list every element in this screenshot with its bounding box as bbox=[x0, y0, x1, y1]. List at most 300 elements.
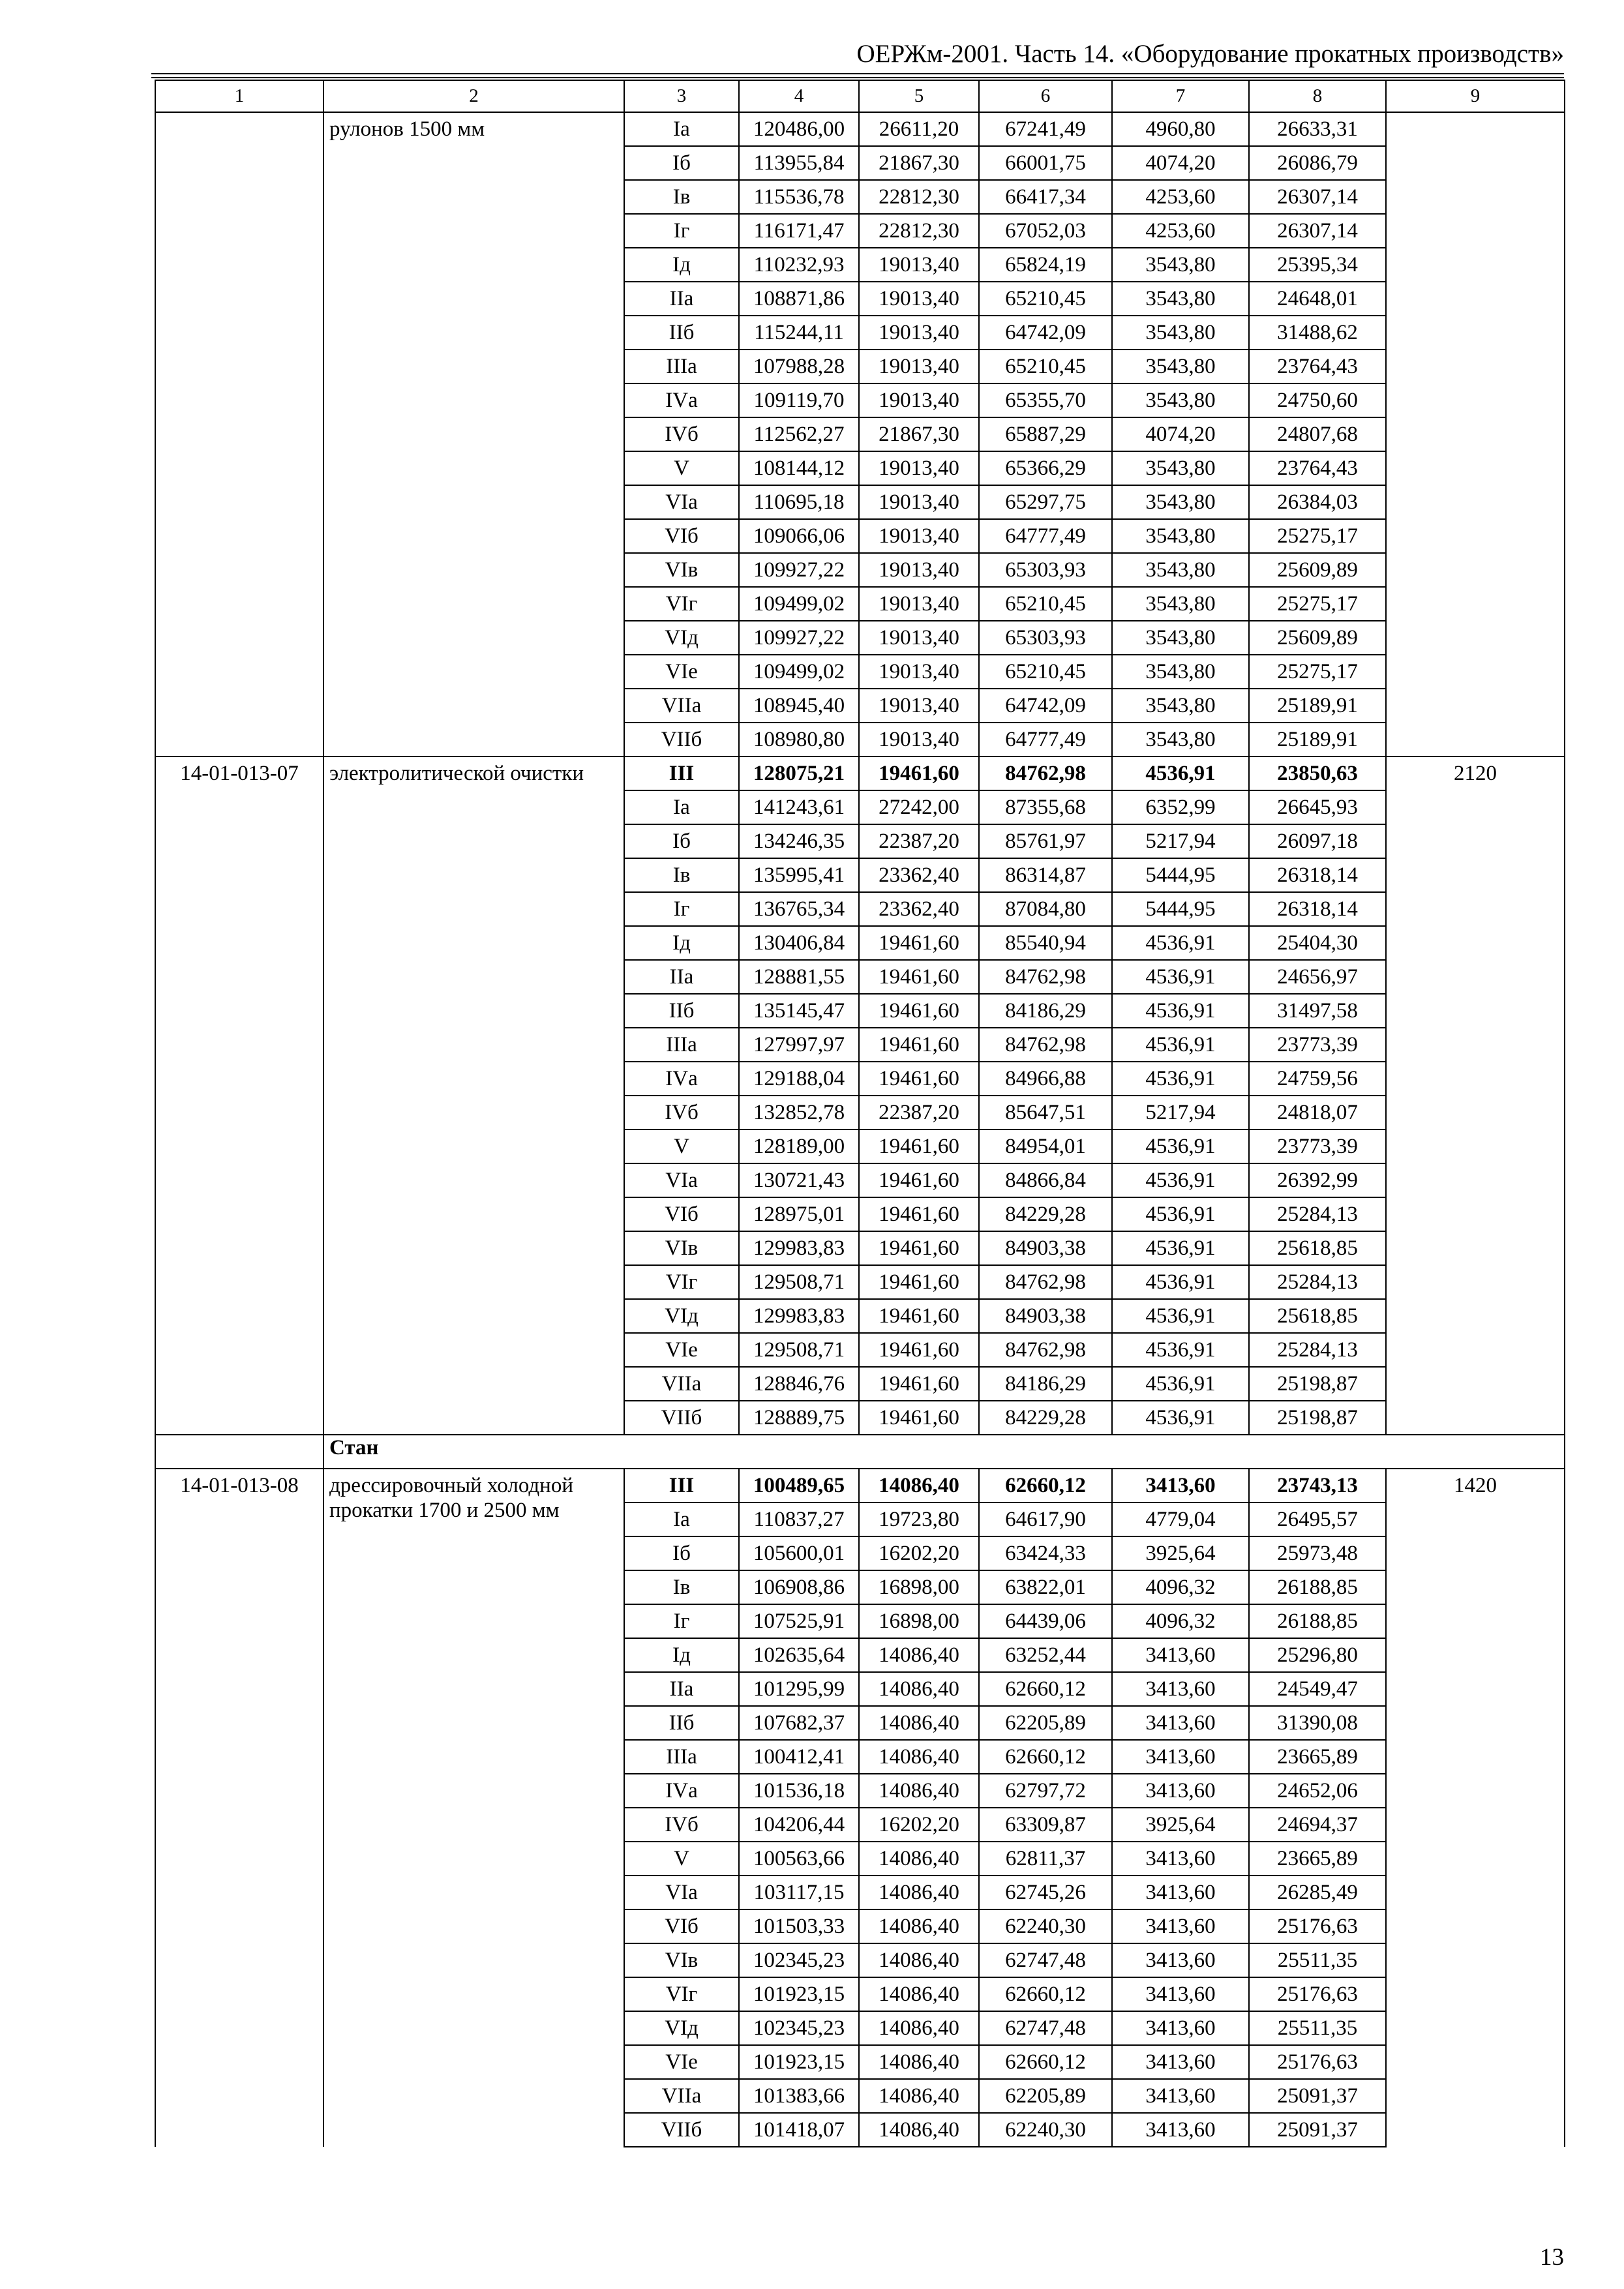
value-cell: 3543,80 bbox=[1112, 689, 1249, 723]
value-cell: 23665,89 bbox=[1249, 1842, 1386, 1876]
value-cell: 65210,45 bbox=[979, 655, 1112, 689]
value-cell: 129508,71 bbox=[739, 1333, 859, 1367]
value-cell: 23773,39 bbox=[1249, 1130, 1386, 1163]
value-cell: 19461,60 bbox=[859, 1163, 979, 1197]
value-cell: 102345,23 bbox=[739, 2011, 859, 2045]
value-cell: 62747,48 bbox=[979, 2011, 1112, 2045]
value-cell: 84186,29 bbox=[979, 994, 1112, 1028]
value-cell: 25091,37 bbox=[1249, 2079, 1386, 2113]
value-cell: 84903,38 bbox=[979, 1231, 1112, 1265]
value-cell: 110232,93 bbox=[739, 248, 859, 282]
value-cell: 4536,91 bbox=[1112, 1367, 1249, 1401]
value-cell: 25176,63 bbox=[1249, 1977, 1386, 2011]
value-cell: 65210,45 bbox=[979, 587, 1112, 621]
value-cell: 25296,80 bbox=[1249, 1638, 1386, 1672]
zone-cell: VIIа bbox=[624, 689, 739, 723]
value-cell: 25284,13 bbox=[1249, 1333, 1386, 1367]
value-cell: 4253,60 bbox=[1112, 214, 1249, 248]
zone-cell: VIIб bbox=[624, 723, 739, 756]
header-rule bbox=[151, 73, 1564, 74]
value-cell: 101923,15 bbox=[739, 1977, 859, 2011]
value-cell: 23764,43 bbox=[1249, 451, 1386, 485]
value-cell: 24549,47 bbox=[1249, 1672, 1386, 1706]
value-cell: 4536,91 bbox=[1112, 1231, 1249, 1265]
value-cell: 19013,40 bbox=[859, 316, 979, 350]
value-cell: 26318,14 bbox=[1249, 858, 1386, 892]
item-extra: 1420 bbox=[1386, 1469, 1565, 2147]
value-cell: 25511,35 bbox=[1249, 1943, 1386, 1977]
value-cell: 22812,30 bbox=[859, 180, 979, 214]
value-cell: 4536,91 bbox=[1112, 1265, 1249, 1299]
value-cell: 4536,91 bbox=[1112, 1130, 1249, 1163]
zone-cell: IVб bbox=[624, 1808, 739, 1842]
value-cell: 25618,85 bbox=[1249, 1231, 1386, 1265]
value-cell: 67241,49 bbox=[979, 112, 1112, 146]
header-rule-2 bbox=[151, 77, 1564, 78]
value-cell: 115244,11 bbox=[739, 316, 859, 350]
value-cell: 85540,94 bbox=[979, 926, 1112, 960]
value-cell: 128889,75 bbox=[739, 1401, 859, 1435]
zone-cell: III bbox=[624, 1469, 739, 1503]
value-cell: 128846,76 bbox=[739, 1367, 859, 1401]
value-cell: 62240,30 bbox=[979, 2113, 1112, 2147]
zone-cell: Iд bbox=[624, 248, 739, 282]
value-cell: 19013,40 bbox=[859, 689, 979, 723]
value-cell: 84903,38 bbox=[979, 1299, 1112, 1333]
value-cell: 3543,80 bbox=[1112, 587, 1249, 621]
zone-cell: V bbox=[624, 1842, 739, 1876]
value-cell: 16202,20 bbox=[859, 1808, 979, 1842]
column-number: 6 bbox=[979, 80, 1112, 112]
value-cell: 62660,12 bbox=[979, 1672, 1112, 1706]
value-cell: 14086,40 bbox=[859, 1469, 979, 1503]
table-row bbox=[155, 756, 1565, 790]
value-cell: 19461,60 bbox=[859, 1367, 979, 1401]
value-cell: 62745,26 bbox=[979, 1876, 1112, 1909]
value-cell: 64742,09 bbox=[979, 689, 1112, 723]
value-cell: 21867,30 bbox=[859, 417, 979, 451]
value-cell: 128189,00 bbox=[739, 1130, 859, 1163]
value-cell: 14086,40 bbox=[859, 2045, 979, 2079]
zone-cell: Iв bbox=[624, 180, 739, 214]
zone-cell: VIб bbox=[624, 1909, 739, 1943]
page-header-title: ОЕРЖм-2001. Часть 14. «Оборудование прокатных производств» bbox=[856, 40, 1564, 68]
value-cell: 129508,71 bbox=[739, 1265, 859, 1299]
value-cell: 85761,97 bbox=[979, 824, 1112, 858]
value-cell: 24656,97 bbox=[1249, 960, 1386, 994]
value-cell: 65824,19 bbox=[979, 248, 1112, 282]
value-cell: 62660,12 bbox=[979, 1469, 1112, 1503]
zone-cell: Iв bbox=[624, 1570, 739, 1604]
value-cell: 3543,80 bbox=[1112, 451, 1249, 485]
zone-cell: VIд bbox=[624, 2011, 739, 2045]
value-cell: 3543,80 bbox=[1112, 485, 1249, 519]
section-title: Стан bbox=[323, 1435, 1565, 1469]
value-cell: 16898,00 bbox=[859, 1604, 979, 1638]
zone-cell: VIе bbox=[624, 2045, 739, 2079]
zone-cell: IIа bbox=[624, 1672, 739, 1706]
value-cell: 23764,43 bbox=[1249, 350, 1386, 383]
zone-cell: VIб bbox=[624, 1197, 739, 1231]
value-cell: 19461,60 bbox=[859, 926, 979, 960]
zone-cell: IIб bbox=[624, 994, 739, 1028]
value-cell: 27242,00 bbox=[859, 790, 979, 824]
zone-cell: VIIа bbox=[624, 1367, 739, 1401]
zone-cell: Iд bbox=[624, 1638, 739, 1672]
value-cell: 64777,49 bbox=[979, 519, 1112, 553]
value-cell: 25404,30 bbox=[1249, 926, 1386, 960]
zone-cell: IIа bbox=[624, 960, 739, 994]
value-cell: 102635,64 bbox=[739, 1638, 859, 1672]
value-cell: 3413,60 bbox=[1112, 2079, 1249, 2113]
value-cell: 14086,40 bbox=[859, 2079, 979, 2113]
value-cell: 135145,47 bbox=[739, 994, 859, 1028]
value-cell: 3543,80 bbox=[1112, 519, 1249, 553]
value-cell: 31497,58 bbox=[1249, 994, 1386, 1028]
value-cell: 63309,87 bbox=[979, 1808, 1112, 1842]
value-cell: 65297,75 bbox=[979, 485, 1112, 519]
value-cell: 22387,20 bbox=[859, 1096, 979, 1130]
zone-cell: IIIа bbox=[624, 1028, 739, 1062]
value-cell: 3543,80 bbox=[1112, 655, 1249, 689]
value-cell: 14086,40 bbox=[859, 1842, 979, 1876]
value-cell: 26384,03 bbox=[1249, 485, 1386, 519]
value-cell: 4096,32 bbox=[1112, 1570, 1249, 1604]
value-cell: 24694,37 bbox=[1249, 1808, 1386, 1842]
value-cell: 4253,60 bbox=[1112, 180, 1249, 214]
value-cell: 4536,91 bbox=[1112, 960, 1249, 994]
item-code bbox=[155, 112, 323, 756]
zone-cell: IIб bbox=[624, 1706, 739, 1740]
value-cell: 127997,97 bbox=[739, 1028, 859, 1062]
value-cell: 3413,60 bbox=[1112, 1842, 1249, 1876]
value-cell: 19013,40 bbox=[859, 655, 979, 689]
value-cell: 25395,34 bbox=[1249, 248, 1386, 282]
value-cell: 25618,85 bbox=[1249, 1299, 1386, 1333]
column-number: 3 bbox=[624, 80, 739, 112]
value-cell: 14086,40 bbox=[859, 1740, 979, 1774]
value-cell: 108871,86 bbox=[739, 282, 859, 316]
value-cell: 134246,35 bbox=[739, 824, 859, 858]
value-cell: 108945,40 bbox=[739, 689, 859, 723]
value-cell: 84762,98 bbox=[979, 756, 1112, 790]
value-cell: 31390,08 bbox=[1249, 1706, 1386, 1740]
value-cell: 85647,51 bbox=[979, 1096, 1112, 1130]
zone-cell: Iд bbox=[624, 926, 739, 960]
value-cell: 25973,48 bbox=[1249, 1536, 1386, 1570]
value-cell: 25189,91 bbox=[1249, 689, 1386, 723]
value-cell: 14086,40 bbox=[859, 1876, 979, 1909]
value-cell: 84762,98 bbox=[979, 1333, 1112, 1367]
value-cell: 128975,01 bbox=[739, 1197, 859, 1231]
value-cell: 24759,56 bbox=[1249, 1062, 1386, 1096]
value-cell: 4096,32 bbox=[1112, 1604, 1249, 1638]
value-cell: 65366,29 bbox=[979, 451, 1112, 485]
value-cell: 65887,29 bbox=[979, 417, 1112, 451]
value-cell: 100412,41 bbox=[739, 1740, 859, 1774]
value-cell: 3413,60 bbox=[1112, 1774, 1249, 1808]
value-cell: 128075,21 bbox=[739, 756, 859, 790]
value-cell: 4074,20 bbox=[1112, 146, 1249, 180]
zone-cell: VIIб bbox=[624, 2113, 739, 2147]
section-row bbox=[155, 1435, 1565, 1469]
value-cell: 108144,12 bbox=[739, 451, 859, 485]
value-cell: 19013,40 bbox=[859, 519, 979, 553]
zone-cell: Iб bbox=[624, 824, 739, 858]
zone-cell: IVб bbox=[624, 417, 739, 451]
value-cell: 19013,40 bbox=[859, 587, 979, 621]
zone-cell: IIIа bbox=[624, 1740, 739, 1774]
value-cell: 104206,44 bbox=[739, 1808, 859, 1842]
value-cell: 100489,65 bbox=[739, 1469, 859, 1503]
zone-cell: IVа bbox=[624, 1774, 739, 1808]
value-cell: 19013,40 bbox=[859, 248, 979, 282]
value-cell: 66417,34 bbox=[979, 180, 1112, 214]
value-cell: 65210,45 bbox=[979, 350, 1112, 383]
value-cell: 26392,99 bbox=[1249, 1163, 1386, 1197]
value-cell: 64439,06 bbox=[979, 1604, 1112, 1638]
item-extra bbox=[1386, 112, 1565, 756]
value-cell: 19013,40 bbox=[859, 350, 979, 383]
value-cell: 120486,00 bbox=[739, 112, 859, 146]
value-cell: 14086,40 bbox=[859, 1909, 979, 1943]
value-cell: 64617,90 bbox=[979, 1503, 1112, 1536]
value-cell: 3543,80 bbox=[1112, 316, 1249, 350]
value-cell: 24750,60 bbox=[1249, 383, 1386, 417]
value-cell: 3413,60 bbox=[1112, 2045, 1249, 2079]
value-cell: 129188,04 bbox=[739, 1062, 859, 1096]
value-cell: 14086,40 bbox=[859, 2113, 979, 2147]
zone-cell: Iб bbox=[624, 146, 739, 180]
value-cell: 105600,01 bbox=[739, 1536, 859, 1570]
value-cell: 19461,60 bbox=[859, 756, 979, 790]
value-cell: 3543,80 bbox=[1112, 383, 1249, 417]
value-cell: 3543,80 bbox=[1112, 350, 1249, 383]
value-cell: 19461,60 bbox=[859, 960, 979, 994]
value-cell: 109499,02 bbox=[739, 655, 859, 689]
item-code: 14-01-013-07 bbox=[155, 756, 323, 1435]
value-cell: 14086,40 bbox=[859, 1672, 979, 1706]
value-cell: 109927,22 bbox=[739, 621, 859, 655]
value-cell: 14086,40 bbox=[859, 1977, 979, 2011]
value-cell: 26097,18 bbox=[1249, 824, 1386, 858]
column-number: 2 bbox=[323, 80, 624, 112]
zone-cell: VIв bbox=[624, 1943, 739, 1977]
value-cell: 115536,78 bbox=[739, 180, 859, 214]
item-extra: 2120 bbox=[1386, 756, 1565, 1435]
column-number-row bbox=[155, 80, 1565, 112]
zone-cell: IVа bbox=[624, 1062, 739, 1096]
value-cell: 14086,40 bbox=[859, 1774, 979, 1808]
value-cell: 26307,14 bbox=[1249, 180, 1386, 214]
value-cell: 3413,60 bbox=[1112, 1943, 1249, 1977]
zone-cell: VIг bbox=[624, 1265, 739, 1299]
value-cell: 3413,60 bbox=[1112, 1977, 1249, 2011]
value-cell: 84762,98 bbox=[979, 1028, 1112, 1062]
value-cell: 19013,40 bbox=[859, 485, 979, 519]
value-cell: 19461,60 bbox=[859, 1197, 979, 1231]
value-cell: 26307,14 bbox=[1249, 214, 1386, 248]
value-cell: 14086,40 bbox=[859, 2011, 979, 2045]
zone-cell: Iа bbox=[624, 112, 739, 146]
value-cell: 4536,91 bbox=[1112, 1333, 1249, 1367]
value-cell: 62240,30 bbox=[979, 1909, 1112, 1943]
value-cell: 19461,60 bbox=[859, 1299, 979, 1333]
zone-cell: IIа bbox=[624, 282, 739, 316]
value-cell: 101383,66 bbox=[739, 2079, 859, 2113]
zone-cell: VIIа bbox=[624, 2079, 739, 2113]
item-name: дрессировочный холодной прокатки 1700 и 2500 мм bbox=[323, 1469, 624, 2147]
value-cell: 3543,80 bbox=[1112, 553, 1249, 587]
value-cell: 4536,91 bbox=[1112, 926, 1249, 960]
value-cell: 87084,80 bbox=[979, 892, 1112, 926]
value-cell: 19013,40 bbox=[859, 451, 979, 485]
value-cell: 24807,68 bbox=[1249, 417, 1386, 451]
value-cell: 112562,27 bbox=[739, 417, 859, 451]
value-cell: 3413,60 bbox=[1112, 1909, 1249, 1943]
value-cell: 26318,14 bbox=[1249, 892, 1386, 926]
value-cell: 3413,60 bbox=[1112, 1706, 1249, 1740]
value-cell: 23362,40 bbox=[859, 858, 979, 892]
zone-cell: IIIа bbox=[624, 350, 739, 383]
value-cell: 4536,91 bbox=[1112, 1028, 1249, 1062]
value-cell: 26285,49 bbox=[1249, 1876, 1386, 1909]
value-cell: 109119,70 bbox=[739, 383, 859, 417]
value-cell: 25275,17 bbox=[1249, 519, 1386, 553]
value-cell: 4536,91 bbox=[1112, 1401, 1249, 1435]
value-cell: 84954,01 bbox=[979, 1130, 1112, 1163]
zone-cell: VIг bbox=[624, 1977, 739, 2011]
value-cell: 116171,47 bbox=[739, 214, 859, 248]
value-cell: 101923,15 bbox=[739, 2045, 859, 2079]
value-cell: 100563,66 bbox=[739, 1842, 859, 1876]
value-cell: 62660,12 bbox=[979, 1740, 1112, 1774]
value-cell: 110837,27 bbox=[739, 1503, 859, 1536]
value-cell: 25275,17 bbox=[1249, 587, 1386, 621]
value-cell: 3413,60 bbox=[1112, 1876, 1249, 1909]
value-cell: 129983,83 bbox=[739, 1299, 859, 1333]
value-cell: 86314,87 bbox=[979, 858, 1112, 892]
value-cell: 23362,40 bbox=[859, 892, 979, 926]
value-cell: 31488,62 bbox=[1249, 316, 1386, 350]
value-cell: 23665,89 bbox=[1249, 1740, 1386, 1774]
value-cell: 19013,40 bbox=[859, 723, 979, 756]
zone-cell: IVа bbox=[624, 383, 739, 417]
value-cell: 26645,93 bbox=[1249, 790, 1386, 824]
value-cell: 67052,03 bbox=[979, 214, 1112, 248]
section-code-cell bbox=[155, 1435, 323, 1469]
value-cell: 4536,91 bbox=[1112, 756, 1249, 790]
value-cell: 62797,72 bbox=[979, 1774, 1112, 1808]
value-cell: 107525,91 bbox=[739, 1604, 859, 1638]
zone-cell: Iг bbox=[624, 214, 739, 248]
value-cell: 4536,91 bbox=[1112, 1163, 1249, 1197]
column-number: 7 bbox=[1112, 80, 1249, 112]
value-cell: 24818,07 bbox=[1249, 1096, 1386, 1130]
value-cell: 62660,12 bbox=[979, 2045, 1112, 2079]
value-cell: 3543,80 bbox=[1112, 248, 1249, 282]
zone-cell: VIа bbox=[624, 485, 739, 519]
value-cell: 135995,41 bbox=[739, 858, 859, 892]
value-cell: 5444,95 bbox=[1112, 858, 1249, 892]
value-cell: 26188,85 bbox=[1249, 1570, 1386, 1604]
value-cell: 25284,13 bbox=[1249, 1197, 1386, 1231]
value-cell: 101536,18 bbox=[739, 1774, 859, 1808]
zone-cell: Iа bbox=[624, 790, 739, 824]
value-cell: 22812,30 bbox=[859, 214, 979, 248]
page-number: 13 bbox=[1540, 2244, 1564, 2271]
zone-cell: VIе bbox=[624, 1333, 739, 1367]
zone-cell: IVб bbox=[624, 1096, 739, 1130]
value-cell: 84762,98 bbox=[979, 960, 1112, 994]
zone-cell: VIв bbox=[624, 1231, 739, 1265]
value-cell: 136765,34 bbox=[739, 892, 859, 926]
value-cell: 4536,91 bbox=[1112, 994, 1249, 1028]
zone-cell: VIIб bbox=[624, 1401, 739, 1435]
value-cell: 21867,30 bbox=[859, 146, 979, 180]
value-cell: 87355,68 bbox=[979, 790, 1112, 824]
value-cell: 3413,60 bbox=[1112, 1740, 1249, 1774]
value-cell: 22387,20 bbox=[859, 824, 979, 858]
value-cell: 65210,45 bbox=[979, 282, 1112, 316]
zone-cell: Iг bbox=[624, 1604, 739, 1638]
value-cell: 19013,40 bbox=[859, 553, 979, 587]
column-number: 9 bbox=[1386, 80, 1565, 112]
value-cell: 25284,13 bbox=[1249, 1265, 1386, 1299]
value-cell: 65303,93 bbox=[979, 621, 1112, 655]
value-cell: 26495,57 bbox=[1249, 1503, 1386, 1536]
value-cell: 3543,80 bbox=[1112, 282, 1249, 316]
value-cell: 64742,09 bbox=[979, 316, 1112, 350]
value-cell: 19461,60 bbox=[859, 1333, 979, 1367]
value-cell: 84186,29 bbox=[979, 1367, 1112, 1401]
value-cell: 4074,20 bbox=[1112, 417, 1249, 451]
value-cell: 132852,78 bbox=[739, 1096, 859, 1130]
zone-cell: V bbox=[624, 1130, 739, 1163]
value-cell: 3413,60 bbox=[1112, 1672, 1249, 1706]
value-cell: 4536,91 bbox=[1112, 1197, 1249, 1231]
value-cell: 25198,87 bbox=[1249, 1367, 1386, 1401]
value-cell: 101503,33 bbox=[739, 1909, 859, 1943]
value-cell: 19461,60 bbox=[859, 1231, 979, 1265]
value-cell: 3543,80 bbox=[1112, 621, 1249, 655]
zone-cell: Iв bbox=[624, 858, 739, 892]
value-cell: 84866,84 bbox=[979, 1163, 1112, 1197]
value-cell: 23773,39 bbox=[1249, 1028, 1386, 1062]
value-cell: 25198,87 bbox=[1249, 1401, 1386, 1435]
value-cell: 19723,80 bbox=[859, 1503, 979, 1536]
value-cell: 19461,60 bbox=[859, 1401, 979, 1435]
zone-cell: III bbox=[624, 756, 739, 790]
value-cell: 62660,12 bbox=[979, 1977, 1112, 2011]
value-cell: 64777,49 bbox=[979, 723, 1112, 756]
value-cell: 84762,98 bbox=[979, 1265, 1112, 1299]
item-code: 14-01-013-08 bbox=[155, 1469, 323, 2147]
zone-cell: VIд bbox=[624, 621, 739, 655]
value-cell: 63424,33 bbox=[979, 1536, 1112, 1570]
item-name: рулонов 1500 мм bbox=[323, 112, 624, 756]
value-cell: 101295,99 bbox=[739, 1672, 859, 1706]
value-cell: 63252,44 bbox=[979, 1638, 1112, 1672]
value-cell: 25511,35 bbox=[1249, 2011, 1386, 2045]
value-cell: 25609,89 bbox=[1249, 621, 1386, 655]
value-cell: 16202,20 bbox=[859, 1536, 979, 1570]
value-cell: 19013,40 bbox=[859, 383, 979, 417]
value-cell: 5217,94 bbox=[1112, 1096, 1249, 1130]
value-cell: 19461,60 bbox=[859, 994, 979, 1028]
zone-cell: VIа bbox=[624, 1876, 739, 1909]
value-cell: 106908,86 bbox=[739, 1570, 859, 1604]
